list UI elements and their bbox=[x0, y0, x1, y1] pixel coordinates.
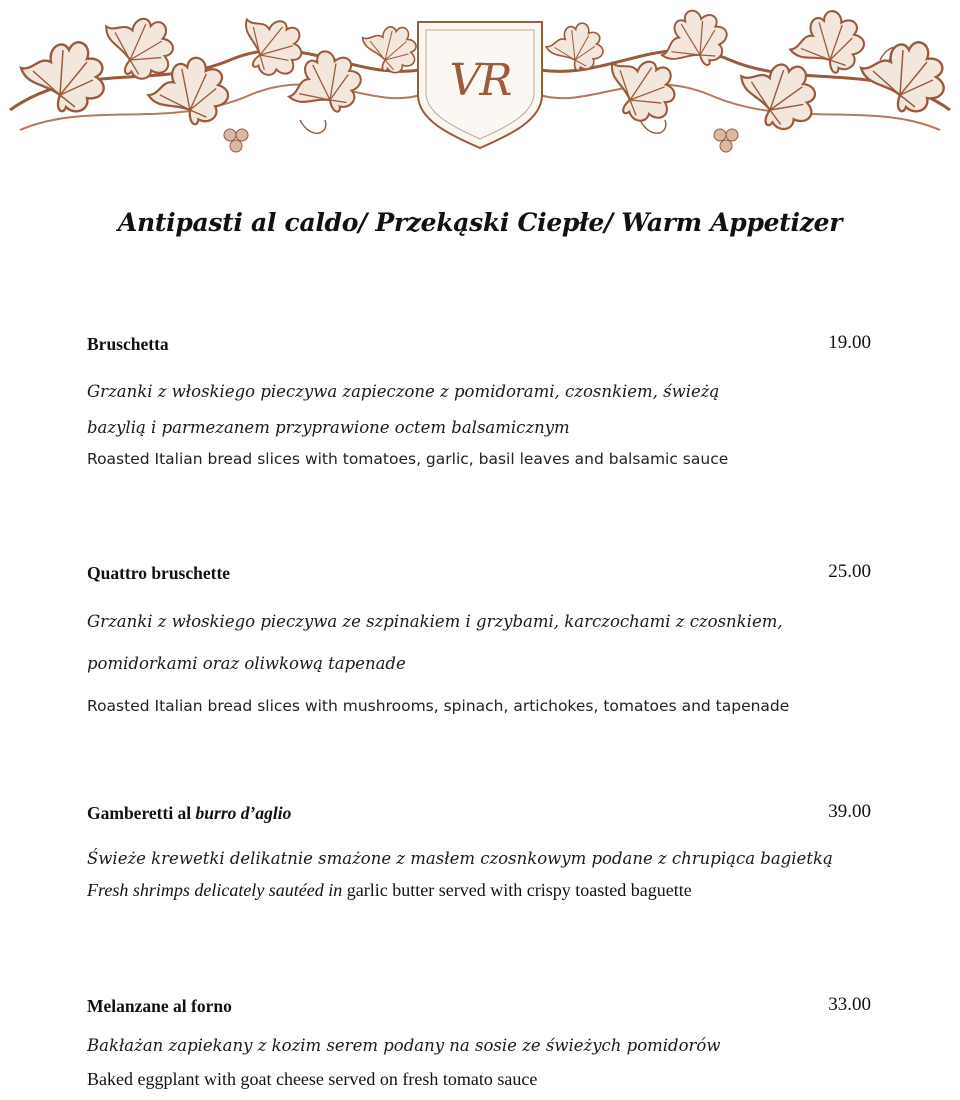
item-price: 25.00 bbox=[828, 561, 871, 582]
item-name: Bruschetta bbox=[87, 334, 169, 354]
item-description-en: Roasted Italian bread slices with tomatoes, garlic, basil leaves and balsamic sauce bbox=[87, 450, 729, 468]
item-name: Melanzane al forno bbox=[87, 996, 232, 1016]
menu-item bbox=[87, 803, 871, 901]
item-description-pl: Grzanki z włoskiego pieczywa zapieczone z pomidorami, czosnkiem, świeżą bazylią i parmezanem przyprawione octem balsamicznym bbox=[87, 382, 720, 437]
item-description-pl: Grzanki z włoskiego pieczywa ze szpinakiem i grzybami, karczochami z czosnkiem, pomidorkami oraz oliwkową tapenade bbox=[87, 612, 783, 673]
section-title: Antipasti al caldo/ Przekąski Ciepłe/ Warm Appetizer bbox=[117, 208, 843, 237]
item-price: 39.00 bbox=[828, 801, 871, 822]
crest-monogram: VR bbox=[449, 55, 511, 106]
item-price: 19.00 bbox=[828, 332, 871, 353]
item-description-en: Baked eggplant with goat cheese served on fresh tomato sauce bbox=[87, 1069, 538, 1089]
item-description-en: Fresh shrimps delicately sautéed in garlic butter served with crispy toasted baguette bbox=[87, 880, 692, 900]
grapevine-banner-ornament bbox=[0, 0, 960, 170]
item-description-en: Roasted Italian bread slices with mushrooms, spinach, artichokes, tomatoes and tapenade bbox=[87, 697, 790, 715]
menu-item bbox=[87, 563, 871, 715]
item-description-pl: Świeże krewetki delikatnie smażone z masłem czosnkowym podane z chrupiąca bagietką bbox=[87, 849, 833, 868]
item-name: Gamberetti al burro d’aglio bbox=[87, 803, 292, 823]
menu-item bbox=[87, 996, 871, 1090]
item-description-pl: Bakłażan zapiekany z kozim serem podany na sosie ze świeżych pomidorów bbox=[87, 1036, 721, 1055]
menu-item bbox=[87, 334, 871, 468]
item-price: 33.00 bbox=[828, 994, 871, 1015]
shield-crest-icon bbox=[418, 22, 542, 148]
item-name: Quattro bruschette bbox=[87, 563, 231, 583]
